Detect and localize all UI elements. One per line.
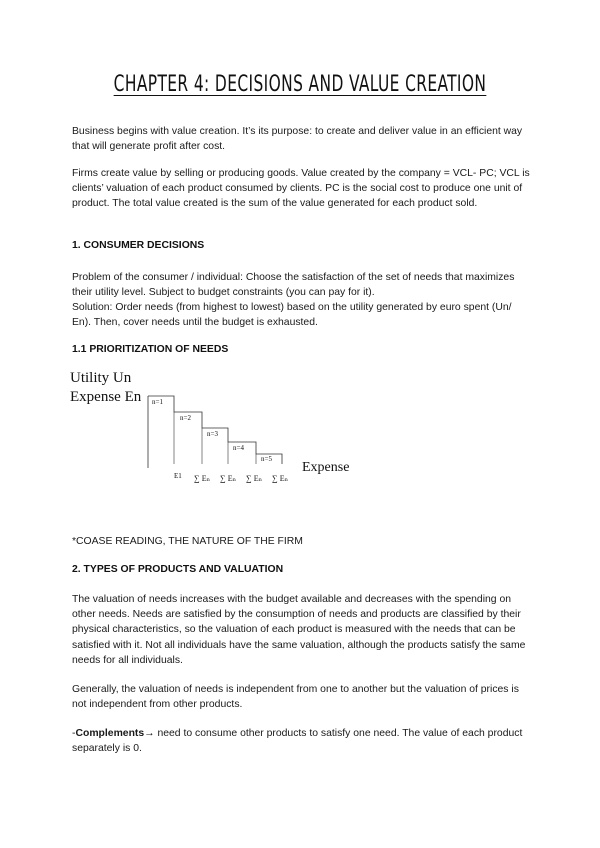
independence-paragraph: Generally, the valuation of needs is independent from one to another but the valuation of prices is not independent from other products. [72,684,519,711]
sum-label-4: ∑ Eₙ [272,474,289,483]
sum-label-3: ∑ Eₙ [246,474,263,483]
step-label-1: n=1 [152,398,163,406]
coase-reading-note: *COASE READING, THE NATURE OF THE FIRM [72,536,303,547]
figure-utility-label: Utility Un [70,370,132,386]
origin-label: E1 [174,472,182,480]
step-label-2: n=2 [180,414,191,422]
intro-paragraph: Business begins with value creation. It’s its purpose: to create and deliver value in an efficient way that will generate profit after cost. [72,126,523,153]
complements-term: Complements [75,728,145,739]
problem-paragraph: Problem of the consumer / individual: Choose the satisfaction of the set of needs that maximizes their utility level. Subject to budget constraints (you can pay for it). [72,272,515,299]
figure-x-label: Expense [302,460,350,475]
step-label-5: n=5 [261,455,272,463]
complements-prefix: - [72,728,76,739]
sum-label-1: ∑ Eₙ [194,474,211,483]
needs-prioritization-figure [70,368,370,498]
complements-text: → need to consume other products to satisfy one need. The value of each product separately is 0. [72,728,523,755]
section-1-1-heading: 1.1 PRIORITIZATION OF NEEDS [72,344,229,355]
section-2-heading: 2. TYPES OF PRODUCTS AND VALUATION [72,564,284,575]
page-title: CHAPTER 4: DECISIONS AND VALUE CREATION [113,72,487,97]
firms-paragraph: Firms create value by selling or producing goods. Value created by the company = VCL- PC; VCL is clients’ valuation of each product consumed by clients. PC is the social cost to produce one unit of product. The total value created is the sum of the value generated for each product sold. [72,168,530,210]
valuation-paragraph: The valuation of needs increases with the budget available and decreases with the spending on other needs. Needs are satisfied by the consumption of needs and products are classified by their physical characteristics, so the valuation of each product is measured with the needs that can be satisfied with it. Not all individuals have the same valuation, although the products satisfy the same needs for all individuals. [72,594,526,666]
complements-paragraph [72,726,532,756]
figure-expense-label: Expense En [70,389,142,405]
solution-paragraph: Solution: Order needs (from highest to lowest) based on the utility generated by euro spent (Un/ En). Then, cover needs until the budget is exhausted. [72,302,512,329]
step-label-3: n=3 [207,430,218,438]
sum-label-2: ∑ Eₙ [220,474,237,483]
section-1-heading: 1. CONSUMER DECISIONS [72,240,205,251]
step-label-4: n=4 [233,444,244,452]
